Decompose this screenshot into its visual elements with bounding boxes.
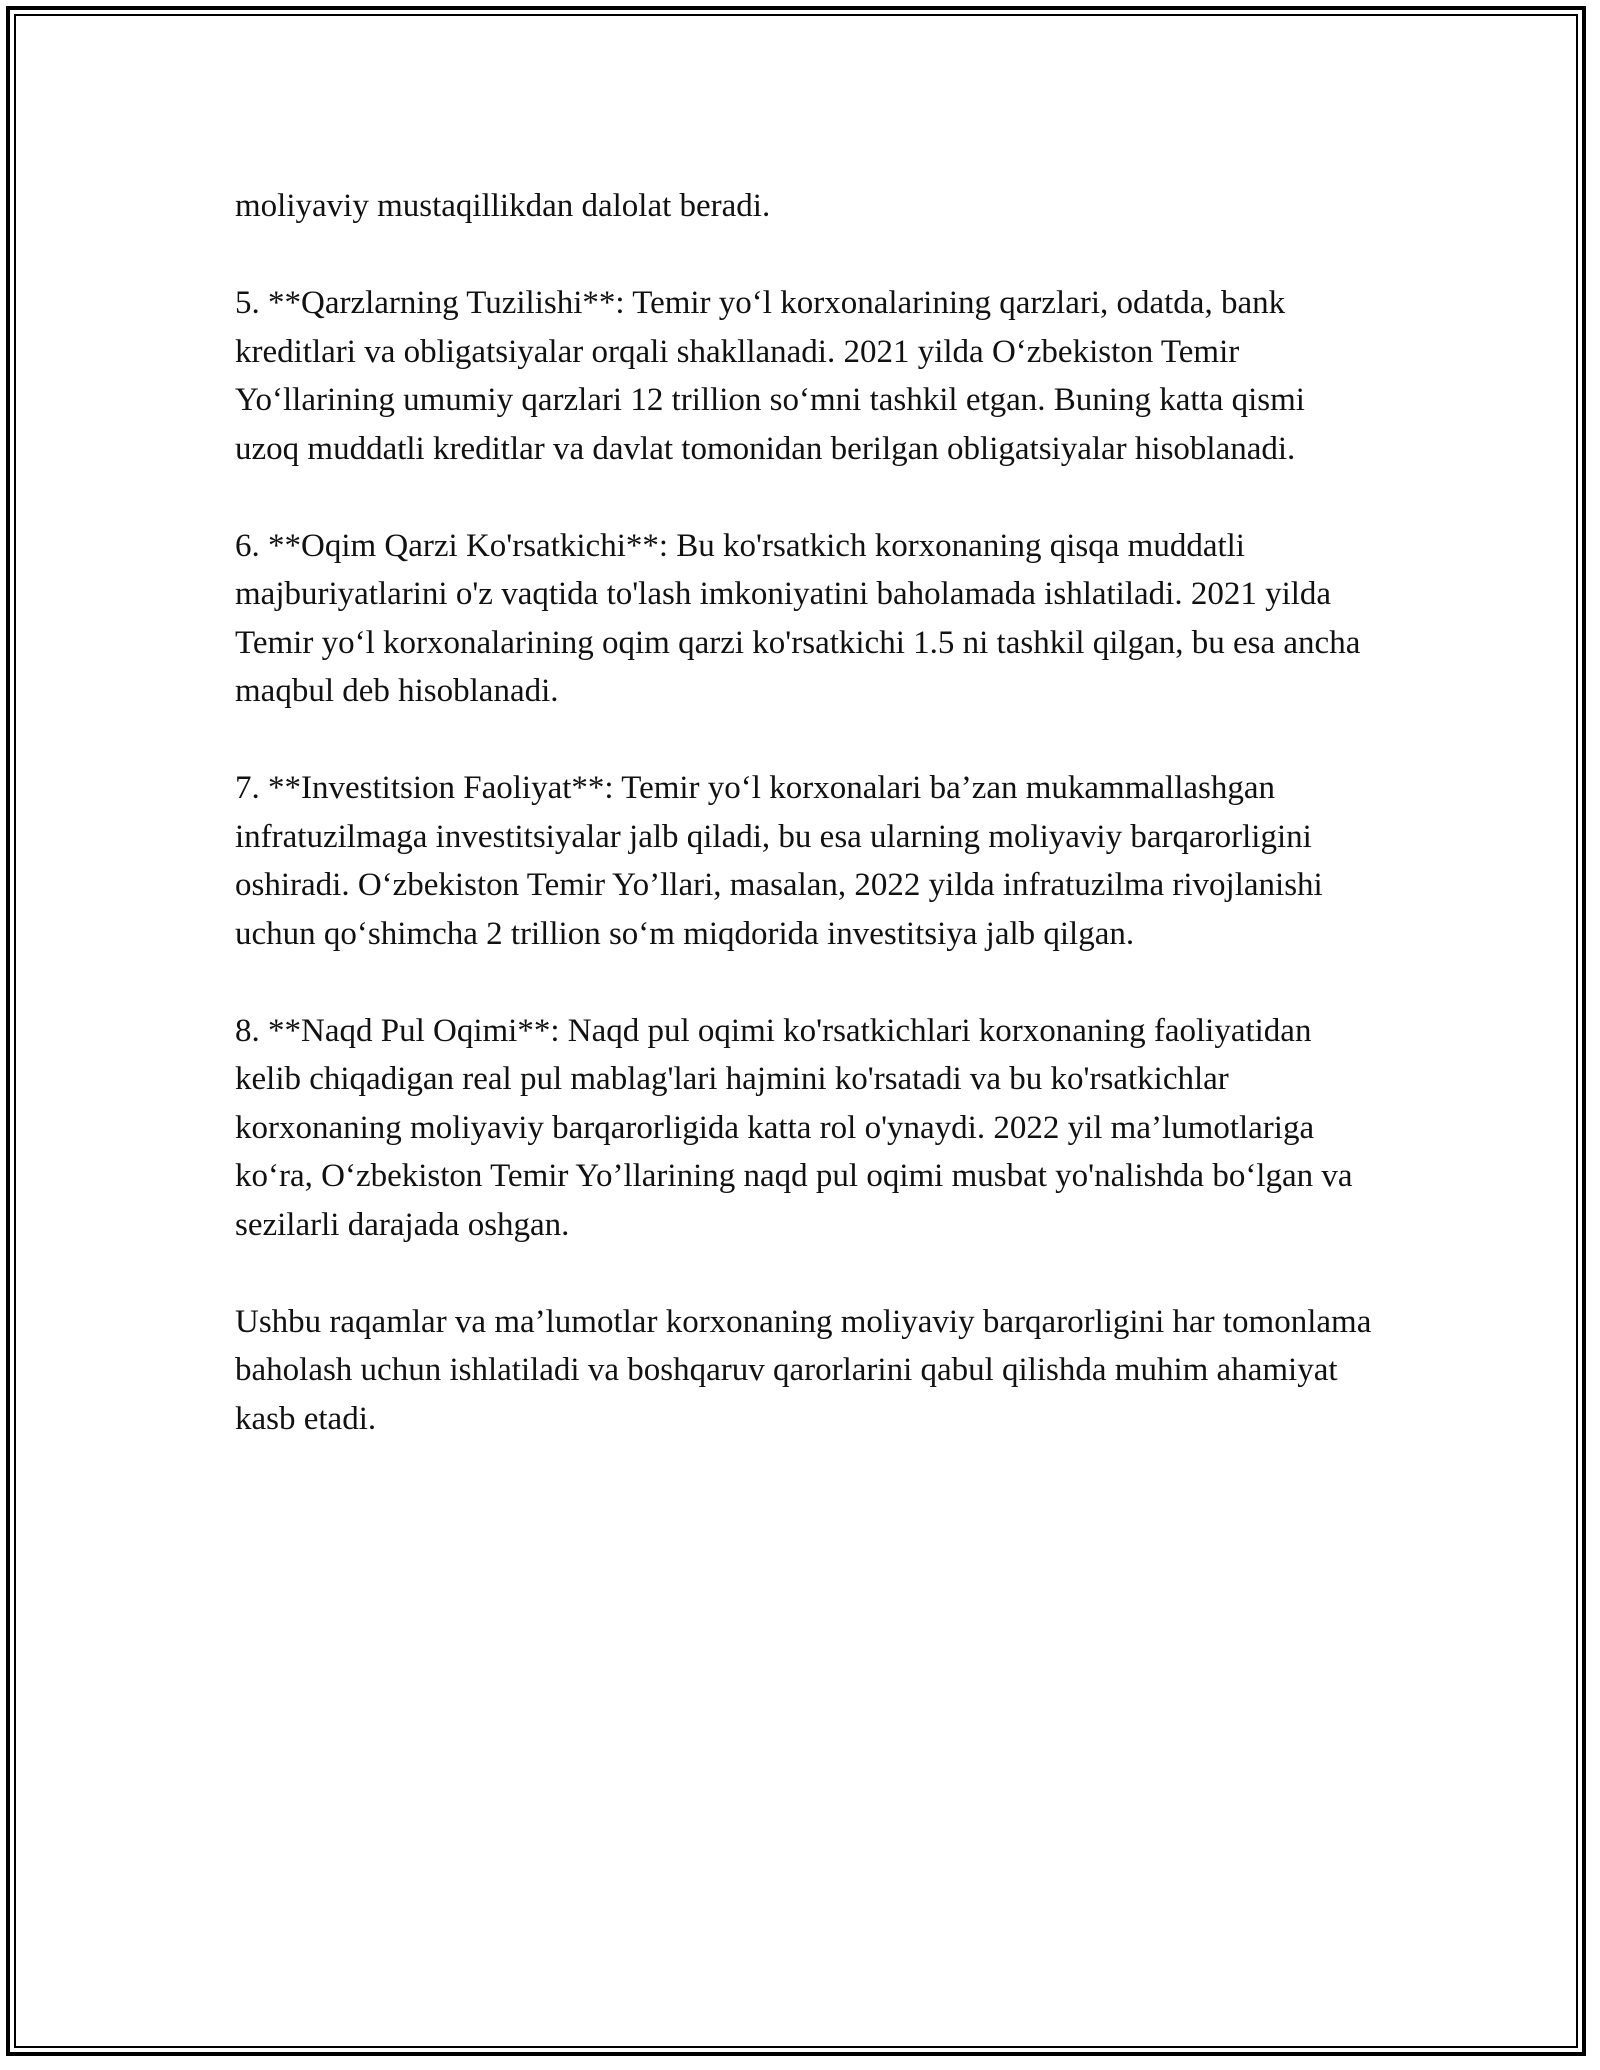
paragraph-continuation: moliyaviy mustaqillikdan dalolat beradi.	[235, 188, 771, 224]
paragraph-investment-activity: 7. **Investitsion Faoliyat**: Temir yo‘l korxonalari ba’zan mukammallashgan infratuzilmaga investitsiyalar jalb qiladi, bu esa ularning moliyaviy barqarorligini oshiradi. O‘zbekiston Temir Yo’llari, masalan, 2022 yilda infratuzilma rivojlanishi uchun qo‘shimcha 2 trillion so‘m miqdorida investitsiya jalb qilgan.	[235, 770, 1323, 952]
document-body	[235, 182, 1375, 1492]
paragraph-cash-flow: 8. **Naqd Pul Oqimi**: Naqd pul oqimi ko'rsatkichlari korxonaning faoliyatidan kelib chiqadigan real pul mablag'lari hajmini ko'rsatadi va bu ko'rsatkichlar korxonaning moliyaviy barqarorligida katta rol o'ynaydi. 2022 yil ma’lumotlariga ko‘ra, O‘zbekiston Temir Yo’llarining naqd pul oqimi musbat yo'nalishda bo‘lgan va sezilarli darajada oshgan.	[235, 1012, 1353, 1243]
paragraph-current-debt-ratio: 6. **Oqim Qarzi Ko'rsatkichi**: Bu ko'rsatkich korxonaning qisqa muddatli majburiyatlarini o'z vaqtida to'lash imkoniyatini baholamada ishlatiladi. 2021 yilda Temir yo‘l korxonalarining oqim qarzi ko'rsatkichi 1.5 ni tashkil qilgan, bu esa ancha maqbul deb hisoblanadi.	[235, 527, 1361, 709]
paragraph-debt-structure: 5. **Qarzlarning Tuzilishi**: Temir yo‘l korxonalarining qarzlari, odatda, bank kreditlari va obligatsiyalar orqali shakllanadi. 2021 yilda O‘zbekiston Temir Yo‘llarining umumiy qarzlari 12 trillion so‘mni tashkil etgan. Buning katta qismi uzoq muddatli kreditlar va davlat tomonidan berilgan obligatsiyalar hisoblanadi.	[235, 285, 1305, 467]
paragraph-conclusion: Ushbu raqamlar va ma’lumotlar korxonaning moliyaviy barqarorligini har tomonlama baholash uchun ishlatiladi va boshqaruv qarorlarini qabul qilishda muhim ahamiyat kasb etadi.	[235, 1303, 1372, 1437]
